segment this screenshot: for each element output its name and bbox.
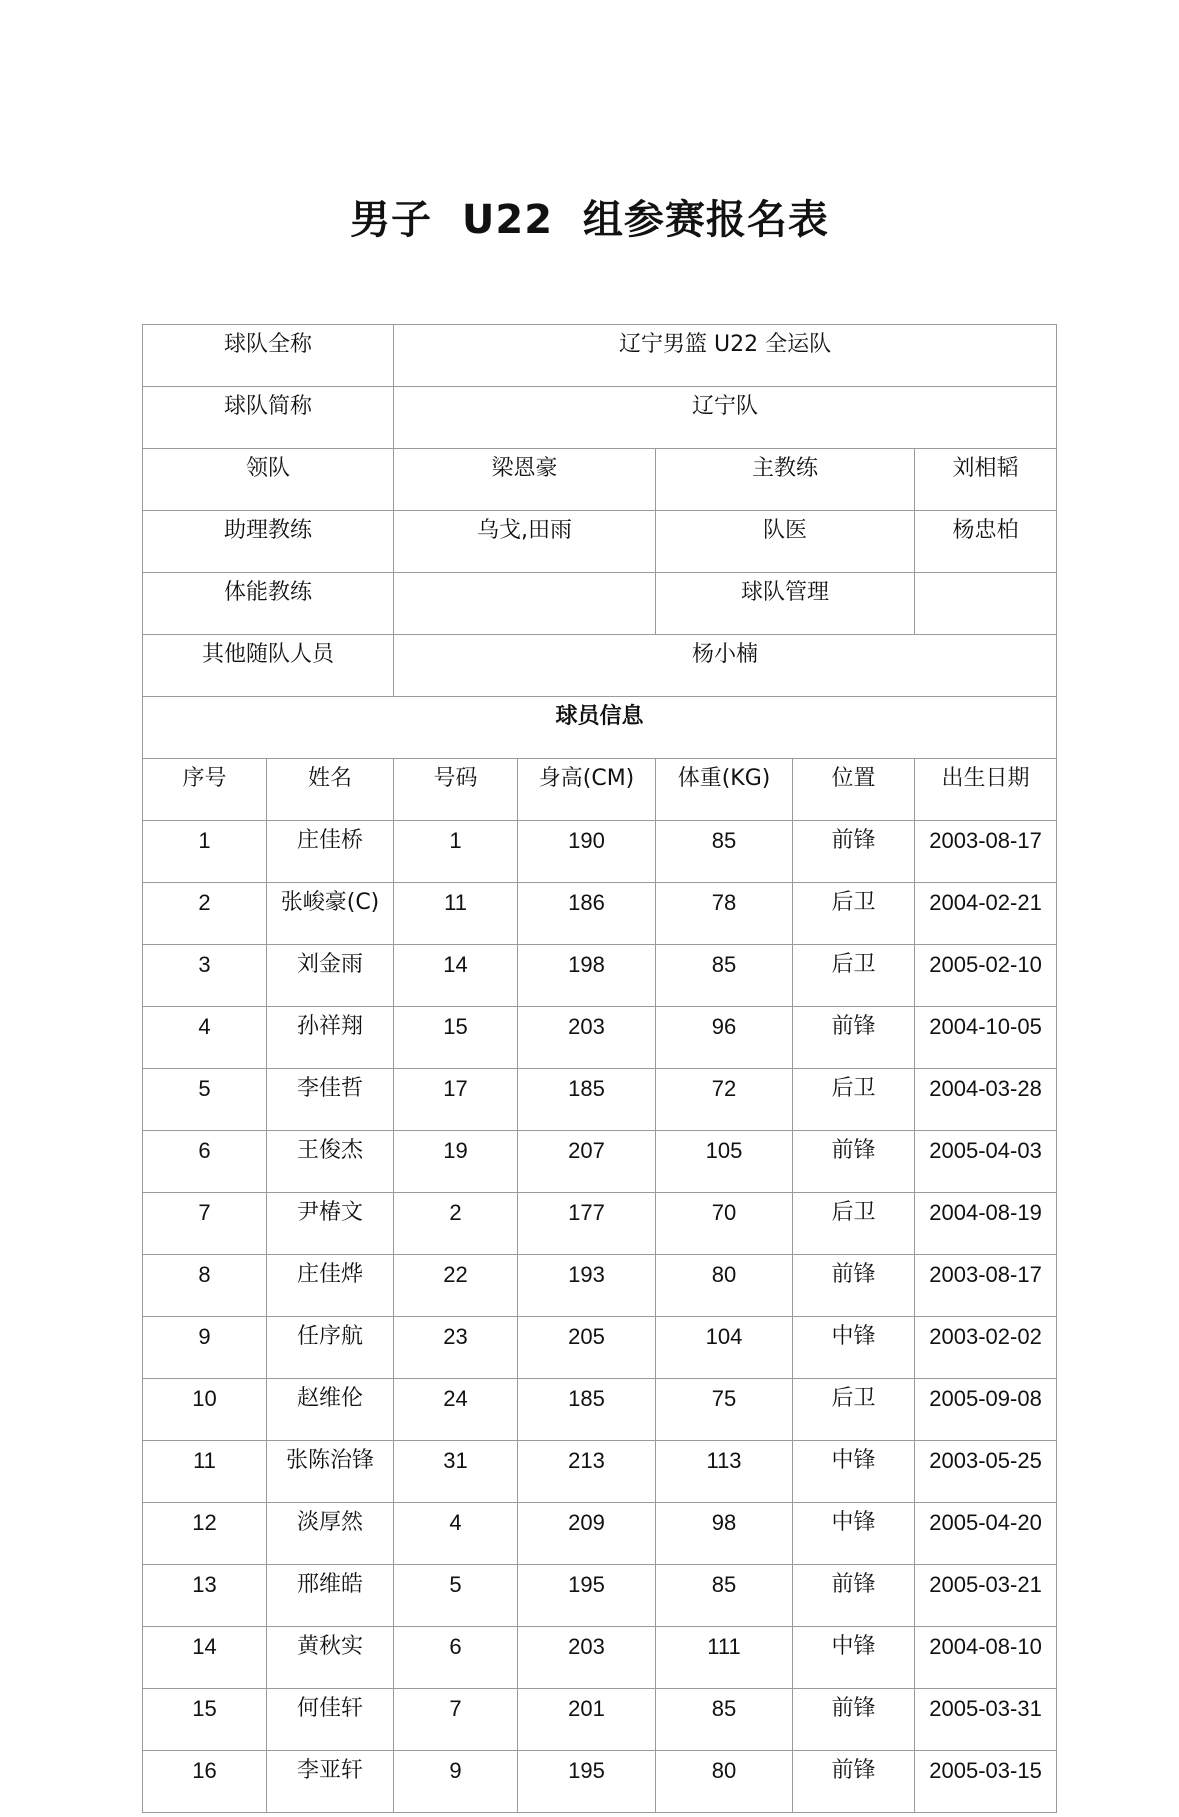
col-height-cell: 207 bbox=[518, 1131, 656, 1193]
col-index-cell: 15 bbox=[143, 1689, 267, 1751]
col-position-cell: 前锋 bbox=[793, 1007, 915, 1069]
row-team-short-name bbox=[143, 387, 1057, 449]
col-name-cell: 张陈治锋 bbox=[267, 1441, 394, 1503]
col-index-cell: 8 bbox=[143, 1255, 267, 1317]
col-position-cell: 后卫 bbox=[793, 1069, 915, 1131]
page-title: 男子 U22 组参赛报名表 bbox=[350, 197, 829, 243]
col-number-cell: 22 bbox=[394, 1255, 518, 1317]
col-height-cell: 186 bbox=[518, 883, 656, 945]
col-weight-cell: 85 bbox=[656, 1565, 793, 1627]
team-full-name-value: 辽宁男篮 U22 全运队 bbox=[394, 325, 1057, 387]
col-birthdate-cell: 2004-10-05 bbox=[915, 1007, 1057, 1069]
col-number-cell: 15 bbox=[394, 1007, 518, 1069]
col-index-cell: 12 bbox=[143, 1503, 267, 1565]
col-birthdate-cell: 2003-08-17 bbox=[915, 821, 1057, 883]
col-index-cell: 9 bbox=[143, 1317, 267, 1379]
col-name-cell: 淡厚然 bbox=[267, 1503, 394, 1565]
table-row bbox=[143, 1565, 1057, 1627]
table-row bbox=[143, 1441, 1057, 1503]
col-name-cell: 黄秋实 bbox=[267, 1627, 394, 1689]
col-index-cell: 4 bbox=[143, 1007, 267, 1069]
table-row bbox=[143, 1627, 1057, 1689]
col-height-cell: 190 bbox=[518, 821, 656, 883]
col-index-header: 序号 bbox=[143, 759, 267, 821]
col-name-cell: 尹椿文 bbox=[267, 1193, 394, 1255]
head-coach-value: 刘相韬 bbox=[915, 449, 1057, 511]
col-height-cell: 201 bbox=[518, 1689, 656, 1751]
col-number-cell: 6 bbox=[394, 1627, 518, 1689]
team-short-name-label: 球队简称 bbox=[143, 387, 394, 449]
col-position-cell: 后卫 bbox=[793, 1193, 915, 1255]
col-weight-header: 体重(KG) bbox=[656, 759, 793, 821]
col-position-cell: 前锋 bbox=[793, 1131, 915, 1193]
table-row bbox=[143, 1379, 1057, 1441]
leader-value: 梁恩豪 bbox=[394, 449, 656, 511]
col-name-cell: 李亚轩 bbox=[267, 1751, 394, 1813]
col-number-cell: 1 bbox=[394, 821, 518, 883]
col-height-cell: 195 bbox=[518, 1751, 656, 1813]
row-other-staff bbox=[143, 635, 1057, 697]
col-height-cell: 198 bbox=[518, 945, 656, 1007]
col-index-cell: 11 bbox=[143, 1441, 267, 1503]
table-row bbox=[143, 1503, 1057, 1565]
col-index-cell: 10 bbox=[143, 1379, 267, 1441]
row-leader-coach bbox=[143, 449, 1057, 511]
col-name-cell: 王俊杰 bbox=[267, 1131, 394, 1193]
table-row bbox=[143, 821, 1057, 883]
col-index-cell: 3 bbox=[143, 945, 267, 1007]
col-number-cell: 4 bbox=[394, 1503, 518, 1565]
col-weight-cell: 104 bbox=[656, 1317, 793, 1379]
col-position-cell: 前锋 bbox=[793, 1689, 915, 1751]
fitness-coach-label: 体能教练 bbox=[143, 573, 394, 635]
col-weight-cell: 70 bbox=[656, 1193, 793, 1255]
col-weight-cell: 98 bbox=[656, 1503, 793, 1565]
col-index-cell: 1 bbox=[143, 821, 267, 883]
table-row bbox=[143, 1317, 1057, 1379]
col-weight-cell: 80 bbox=[656, 1255, 793, 1317]
table-row bbox=[143, 1689, 1057, 1751]
col-birthdate-cell: 2005-04-03 bbox=[915, 1131, 1057, 1193]
col-number-cell: 11 bbox=[394, 883, 518, 945]
col-number-cell: 19 bbox=[394, 1131, 518, 1193]
col-name-cell: 庄佳烨 bbox=[267, 1255, 394, 1317]
col-name-cell: 赵维伦 bbox=[267, 1379, 394, 1441]
col-weight-cell: 72 bbox=[656, 1069, 793, 1131]
col-number-cell: 14 bbox=[394, 945, 518, 1007]
col-name-cell: 张峻豪(C) bbox=[267, 883, 394, 945]
team-short-name-value: 辽宁队 bbox=[394, 387, 1057, 449]
table-row bbox=[143, 1131, 1057, 1193]
col-number-cell: 31 bbox=[394, 1441, 518, 1503]
col-birthdate-cell: 2005-09-08 bbox=[915, 1379, 1057, 1441]
manager-label: 球队管理 bbox=[656, 573, 915, 635]
assistant-coach-value: 乌戈,田雨 bbox=[394, 511, 656, 573]
col-name-cell: 庄佳桥 bbox=[267, 821, 394, 883]
col-name-cell: 孙祥翔 bbox=[267, 1007, 394, 1069]
col-index-cell: 6 bbox=[143, 1131, 267, 1193]
fitness-coach-value bbox=[394, 573, 656, 635]
col-height-cell: 203 bbox=[518, 1007, 656, 1069]
row-assistant-doctor bbox=[143, 511, 1057, 573]
col-position-cell: 前锋 bbox=[793, 1255, 915, 1317]
col-index-cell: 13 bbox=[143, 1565, 267, 1627]
col-position-cell: 前锋 bbox=[793, 821, 915, 883]
col-height-cell: 177 bbox=[518, 1193, 656, 1255]
col-name-cell: 李佳哲 bbox=[267, 1069, 394, 1131]
other-staff-value: 杨小楠 bbox=[394, 635, 1057, 697]
col-weight-cell: 96 bbox=[656, 1007, 793, 1069]
col-position-cell: 前锋 bbox=[793, 1751, 915, 1813]
manager-value bbox=[915, 573, 1057, 635]
col-birthdate-cell: 2005-04-20 bbox=[915, 1503, 1057, 1565]
col-birthdate-cell: 2004-02-21 bbox=[915, 883, 1057, 945]
col-birthdate-cell: 2005-03-31 bbox=[915, 1689, 1057, 1751]
row-players-section bbox=[143, 697, 1057, 759]
col-index-cell: 5 bbox=[143, 1069, 267, 1131]
col-number-cell: 24 bbox=[394, 1379, 518, 1441]
col-birthdate-header: 出生日期 bbox=[915, 759, 1057, 821]
registration-table bbox=[142, 324, 1057, 1813]
col-birthdate-cell: 2004-08-19 bbox=[915, 1193, 1057, 1255]
col-birthdate-cell: 2005-03-15 bbox=[915, 1751, 1057, 1813]
col-birthdate-cell: 2004-08-10 bbox=[915, 1627, 1057, 1689]
doctor-label: 队医 bbox=[656, 511, 915, 573]
col-birthdate-cell: 2004-03-28 bbox=[915, 1069, 1057, 1131]
col-weight-cell: 80 bbox=[656, 1751, 793, 1813]
col-height-cell: 193 bbox=[518, 1255, 656, 1317]
col-height-cell: 203 bbox=[518, 1627, 656, 1689]
col-number-cell: 9 bbox=[394, 1751, 518, 1813]
col-weight-cell: 85 bbox=[656, 1689, 793, 1751]
col-position-cell: 后卫 bbox=[793, 883, 915, 945]
col-weight-cell: 85 bbox=[656, 821, 793, 883]
col-birthdate-cell: 2003-05-25 bbox=[915, 1441, 1057, 1503]
table-row bbox=[143, 945, 1057, 1007]
col-position-cell: 中锋 bbox=[793, 1503, 915, 1565]
col-index-cell: 2 bbox=[143, 883, 267, 945]
doctor-value: 杨忠柏 bbox=[915, 511, 1057, 573]
col-name-header: 姓名 bbox=[267, 759, 394, 821]
col-number-cell: 7 bbox=[394, 1689, 518, 1751]
col-position-cell: 中锋 bbox=[793, 1317, 915, 1379]
col-position-cell: 后卫 bbox=[793, 1379, 915, 1441]
col-weight-cell: 113 bbox=[656, 1441, 793, 1503]
col-birthdate-cell: 2003-08-17 bbox=[915, 1255, 1057, 1317]
col-index-cell: 16 bbox=[143, 1751, 267, 1813]
row-fitness-manager bbox=[143, 573, 1057, 635]
players-section-title: 球员信息 bbox=[143, 697, 1057, 759]
col-birthdate-cell: 2005-02-10 bbox=[915, 945, 1057, 1007]
table-row bbox=[143, 1069, 1057, 1131]
col-height-cell: 185 bbox=[518, 1069, 656, 1131]
col-position-cell: 前锋 bbox=[793, 1565, 915, 1627]
col-height-cell: 213 bbox=[518, 1441, 656, 1503]
players-header-row bbox=[143, 759, 1057, 821]
col-name-cell: 任序航 bbox=[267, 1317, 394, 1379]
col-index-cell: 14 bbox=[143, 1627, 267, 1689]
col-number-cell: 17 bbox=[394, 1069, 518, 1131]
col-weight-cell: 85 bbox=[656, 945, 793, 1007]
col-birthdate-cell: 2003-02-02 bbox=[915, 1317, 1057, 1379]
col-birthdate-cell: 2005-03-21 bbox=[915, 1565, 1057, 1627]
col-height-cell: 185 bbox=[518, 1379, 656, 1441]
team-full-name-label: 球队全称 bbox=[143, 325, 394, 387]
table-row bbox=[143, 1255, 1057, 1317]
col-number-cell: 2 bbox=[394, 1193, 518, 1255]
col-name-cell: 何佳轩 bbox=[267, 1689, 394, 1751]
col-position-cell: 中锋 bbox=[793, 1441, 915, 1503]
col-number-cell: 23 bbox=[394, 1317, 518, 1379]
col-index-cell: 7 bbox=[143, 1193, 267, 1255]
col-weight-cell: 105 bbox=[656, 1131, 793, 1193]
table-row bbox=[143, 1007, 1057, 1069]
col-name-cell: 刘金雨 bbox=[267, 945, 394, 1007]
table-row bbox=[143, 883, 1057, 945]
assistant-coach-label: 助理教练 bbox=[143, 511, 394, 573]
col-weight-cell: 111 bbox=[656, 1627, 793, 1689]
head-coach-label: 主教练 bbox=[656, 449, 915, 511]
table-row bbox=[143, 1193, 1057, 1255]
row-team-full-name bbox=[143, 325, 1057, 387]
col-position-cell: 后卫 bbox=[793, 945, 915, 1007]
col-name-cell: 邢维皓 bbox=[267, 1565, 394, 1627]
table-row bbox=[143, 1751, 1057, 1813]
col-height-header: 身高(CM) bbox=[518, 759, 656, 821]
col-position-cell: 中锋 bbox=[793, 1627, 915, 1689]
col-height-cell: 209 bbox=[518, 1503, 656, 1565]
col-number-cell: 5 bbox=[394, 1565, 518, 1627]
col-position-header: 位置 bbox=[793, 759, 915, 821]
col-height-cell: 205 bbox=[518, 1317, 656, 1379]
other-staff-label: 其他随队人员 bbox=[143, 635, 394, 697]
col-weight-cell: 75 bbox=[656, 1379, 793, 1441]
col-weight-cell: 78 bbox=[656, 883, 793, 945]
col-number-header: 号码 bbox=[394, 759, 518, 821]
leader-label: 领队 bbox=[143, 449, 394, 511]
col-height-cell: 195 bbox=[518, 1565, 656, 1627]
